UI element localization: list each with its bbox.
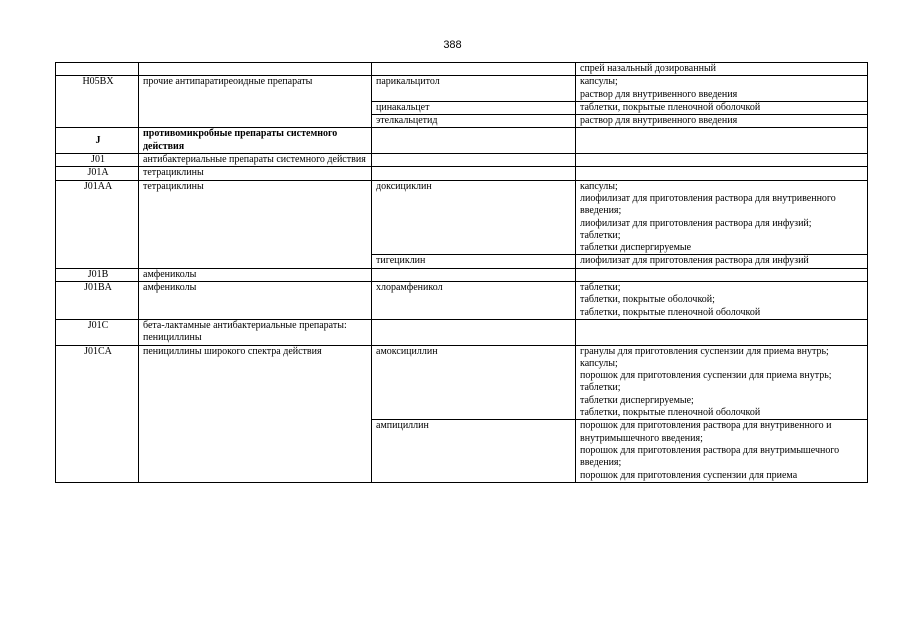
dosage-form-cell (576, 268, 868, 281)
page-number: 388 (443, 39, 462, 51)
group-name-cell: тетрациклины (139, 167, 372, 180)
atc-code-cell: H05BX (56, 76, 139, 128)
group-name-cell: пенициллины широкого спектра действия (139, 345, 372, 482)
dosage-form-cell: капсулы; лиофилизат для приготовления раствора для внутривенного введения; лиофилизат для приготовления раствора для инфузий; таблетки; таблетки диспергируемые (576, 180, 868, 255)
table-row (56, 180, 868, 255)
drug-table (55, 62, 868, 483)
group-name-cell: амфениколы (139, 268, 372, 281)
drug-name-cell: амоксициллин (372, 345, 576, 420)
table-row (56, 319, 868, 345)
table-row (56, 63, 868, 76)
atc-code-cell: J (56, 128, 139, 154)
drug-name-cell: доксициклин (372, 180, 576, 255)
dosage-form-cell: таблетки, покрытые пленочной оболочкой (576, 101, 868, 114)
group-name-cell: бета-лактамные антибактериальные препараты: пенициллины (139, 319, 372, 345)
dosage-form-cell (576, 319, 868, 345)
drug-name-cell: цинакальцет (372, 101, 576, 114)
dosage-form-cell: лиофилизат для приготовления раствора для инфузий (576, 255, 868, 268)
drug-name-cell (372, 167, 576, 180)
table-row (56, 268, 868, 281)
dosage-form-cell: гранулы для приготовления суспензии для приема внутрь; капсулы; порошок для приготовления суспензии для приема внутрь; таблетки; таблетки диспергируемые; таблетки, покрытые пленочной оболочкой (576, 345, 868, 420)
atc-code-cell: J01AA (56, 180, 139, 268)
group-name-cell: противомикробные препараты системного действия (139, 128, 372, 154)
drug-name-cell: тигециклин (372, 255, 576, 268)
table-row (56, 154, 868, 167)
drug-name-cell (372, 268, 576, 281)
atc-code-cell: J01CA (56, 345, 139, 482)
dosage-form-cell (576, 154, 868, 167)
table-row (56, 282, 868, 320)
dosage-form-cell (576, 167, 868, 180)
dosage-form-cell (576, 128, 868, 154)
table-row (56, 76, 868, 102)
drug-name-cell (372, 128, 576, 154)
group-name-cell: антибактериальные препараты системного действия (139, 154, 372, 167)
drug-name-cell: этелкальцетид (372, 115, 576, 128)
group-name-cell: амфениколы (139, 282, 372, 320)
atc-code-cell: J01B (56, 268, 139, 281)
dosage-form-cell: спрей назальный дозированный (576, 63, 868, 76)
group-name-cell: прочие антипаратиреоидные препараты (139, 76, 372, 128)
drug-name-cell: ампициллин (372, 420, 576, 482)
table-row (56, 128, 868, 154)
atc-code-cell: J01 (56, 154, 139, 167)
table-row (56, 167, 868, 180)
drug-name-cell: хлорамфеникол (372, 282, 576, 320)
drug-name-cell (372, 319, 576, 345)
atc-code-cell: J01BA (56, 282, 139, 320)
drug-name-cell (372, 63, 576, 76)
dosage-form-cell: раствор для внутривенного введения (576, 115, 868, 128)
group-name-cell (139, 63, 372, 76)
atc-code-cell: J01C (56, 319, 139, 345)
table-row (56, 345, 868, 420)
group-name-cell: тетрациклины (139, 180, 372, 268)
drug-name-cell: парикальцитол (372, 76, 576, 102)
drug-name-cell (372, 154, 576, 167)
atc-code-cell (56, 63, 139, 76)
dosage-form-cell: таблетки; таблетки, покрытые оболочкой; таблетки, покрытые пленочной оболочкой (576, 282, 868, 320)
dosage-form-cell: капсулы; раствор для внутривенного введения (576, 76, 868, 102)
atc-code-cell: J01A (56, 167, 139, 180)
dosage-form-cell: порошок для приготовления раствора для внутривенного и внутримышечного введения; порошок для приготовления раствора для внутримышечного введения; порошок для приготовления суспензии для приема (576, 420, 868, 482)
